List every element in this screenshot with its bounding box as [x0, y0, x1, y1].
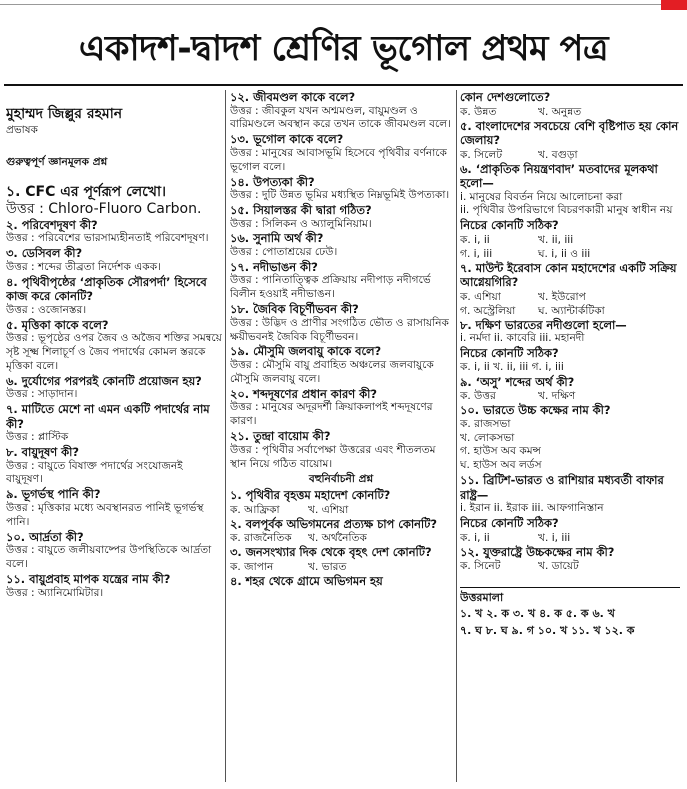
column-divider-2: [456, 90, 457, 782]
option: খ. এশিয়া: [308, 503, 349, 516]
option-row: [460, 233, 680, 247]
mcq-item: [460, 545, 680, 574]
qa-item: [230, 260, 452, 302]
option: ক. আফ্রিকা: [230, 503, 280, 516]
question: ১১. ব্রিটিশ-ভারত ও রাশিয়ার মধ্যবর্তী বাফার রাষ্ট্র—: [460, 473, 664, 502]
qa-item: [6, 374, 222, 402]
option-row: [460, 389, 680, 403]
question: ৮. দক্ষিণ ভারতের নদীগুলো হলো—: [460, 317, 627, 332]
answer: উত্তর : শব্দের তীব্রতা নির্দেশক একক।: [6, 260, 161, 273]
sub-question: নিচের কোনটি সঠিক?: [460, 346, 559, 361]
option: ক. সিলেট: [460, 148, 503, 161]
option-row: [230, 560, 452, 574]
answer: উত্তর : ভূপৃষ্ঠের ওপর জৈব ও অজৈব শক্তির সমন্বয়ে সৃষ্ট সূক্ষ্ম শিলাচূর্ণ ও জৈব পদার্থের কোমল স্তরকে মৃত্তিকা বলে।: [6, 332, 222, 372]
qa-item: [230, 429, 452, 471]
column-divider-1: [225, 90, 226, 782]
qa-item: [6, 184, 222, 218]
mcq-list-col3: [460, 119, 680, 574]
answer: উত্তর : মানুষের আবাসভূমি হিসেবে পৃথিবীর বর্ণনাকে ভূগোল বলে।: [230, 146, 447, 173]
qa-item: [6, 275, 222, 318]
mcq-continued: [460, 90, 680, 119]
statement: i. মানুষের বিবর্তন নিয়ে আলোচনা করা: [460, 190, 623, 203]
option: ঘ. i, ii ও iii: [538, 247, 591, 260]
question: ৮. বায়ুদূষণ কী?: [6, 445, 79, 460]
option-row: [460, 559, 680, 573]
red-corner-mark: [661, 0, 687, 10]
mcq-item: [230, 545, 452, 574]
mcq-item: [460, 403, 680, 473]
question: ১৪. উপত্যকা কী?: [230, 174, 315, 189]
question: ২. বলপূর্বক অভিগমনের প্রত্যক্ষ চাপ কোনটি?: [230, 516, 437, 531]
option: ক. সিনেট: [460, 560, 501, 573]
qa-item: [230, 132, 452, 174]
qa-item: [230, 344, 452, 386]
question: ১১. বায়ুপ্রবাহ মাপক যন্ত্রের নাম কী?: [6, 572, 171, 586]
option: ক. রাজনৈতিক: [230, 532, 292, 545]
statement: ঘ. হাউস অব লর্ডস: [460, 459, 542, 472]
option-row: [230, 531, 452, 545]
question: ৭. মাউন্ট ইরেবাস কোন মহাদেশের একটি সক্রিয় আগ্নেয়গিরি?: [460, 260, 677, 290]
qa-item: [6, 402, 222, 445]
author-name: মুহাম্মদ জিল্লুর রহমান: [6, 106, 123, 122]
mcq-item: [460, 473, 680, 544]
answer: উত্তর : অ্যানিমোমিটার।: [6, 586, 104, 599]
option: ক. উন্নত: [460, 105, 497, 118]
answer-key-line-2: ৭. ঘ ৮. ঘ ৯. গ ১০. খ ১১. খ ১২. ক: [460, 624, 635, 638]
mcq-item: [230, 488, 452, 517]
question: ১৫. সিয়ালস্তর কী দ্বারা গঠিত?: [230, 203, 372, 218]
question: ৯. ভূগর্ভস্থ পানি কী?: [6, 487, 101, 502]
answer: উত্তর : পানিতাত্ত্বিক প্রক্রিয়ায় নদীপাড় নদীগর্ভে বিলীন হওয়াই নদীভাঙন।: [230, 274, 431, 301]
answer: উত্তর : সিলিকন ও অ্যালুমিনিয়াম।: [230, 217, 372, 230]
answer: উত্তর : মৌসুমি বায়ু প্রবাহিত অঞ্চলের জলবায়ুকে মৌসুমি জলবায়ু বলে।: [230, 358, 434, 385]
question: ১৮. জৈবিক বিচূর্ণীভবন কী?: [230, 302, 359, 317]
question: ৬. ‘প্রাকৃতিক নিয়ন্ত্রণবাদ’ মতবাদের মূলকথা হলো—: [460, 161, 658, 190]
option-line: ক. i, ii খ. ii, iii গ. i, iii: [460, 360, 564, 373]
option: খ. দক্ষিণ: [538, 390, 576, 403]
option-row: [460, 105, 680, 119]
question: ১৬. সুনামি অর্থ কী?: [230, 231, 324, 246]
option-row: [460, 304, 680, 318]
qa-item: [6, 318, 222, 374]
qa-item: [230, 387, 452, 429]
qa-item: [230, 231, 452, 259]
question: ৫. মৃত্তিকা কাকে বলে?: [6, 317, 109, 332]
section-heading-short-questions: গুরুত্বপূর্ণ জ্ঞানমূলক প্রশ্ন: [6, 155, 108, 168]
option: ক. i, ii: [460, 531, 490, 544]
column-3: [460, 90, 680, 785]
question: ২১. তুন্দ্রা বায়োম কী?: [230, 429, 331, 444]
answer: উত্তর : পরিবেশের ভারসাম্যহীনতাই পরিবেশদূষণ।: [6, 232, 209, 245]
title-rule: [4, 84, 683, 86]
statement: i. নর্মদা ii. কাবেরি iii. মহানদী: [460, 332, 585, 345]
option: ঘ. অ্যান্টার্কটিকা: [538, 304, 605, 317]
option: খ. i, iii: [538, 531, 571, 544]
answer: উত্তর : বায়ুতে বিষাক্ত পদার্থের সংযোজনই বায়ুদূষণ।: [6, 459, 183, 486]
option: খ. ভারত: [308, 560, 347, 573]
option-row: [460, 531, 680, 545]
statement: ii. পৃথিবীর উপরিভাগে বিচরণকারী মানুষ স্বাধীন নয়: [460, 204, 673, 217]
statement: খ. লোকসভা: [460, 431, 515, 444]
sub-question: নিচের কোনটি সঠিক?: [460, 218, 559, 233]
option: খ. অনুন্নত: [538, 105, 582, 118]
question: ২. পরিবেশদূষণ কী?: [6, 217, 98, 232]
qa-item: [230, 175, 452, 203]
mcq-item: [460, 318, 680, 375]
question: ১২. যুক্তরাষ্ট্রে উচ্চকক্ষের নাম কী?: [460, 544, 615, 559]
option-row: [460, 247, 680, 261]
qa-item: [230, 203, 452, 231]
section-heading-mcq: বহুনির্বাচনী প্রশ্ন: [308, 473, 374, 486]
answer: উত্তর : মৃত্তিকার মধ্যে অবস্থানরত পানিই ভূগর্ভস্থ পানি।: [6, 501, 204, 528]
column-1: [6, 90, 222, 785]
mcq-item: [460, 119, 680, 162]
question: ১২. জীবমণ্ডল কাকে বলে?: [230, 90, 356, 104]
option: ক. এশিয়া: [460, 290, 501, 303]
question: ৫. বাংলাদেশের সবচেয়ে বেশি বৃষ্টিপাত হয় কোন জেলায়?: [460, 118, 679, 147]
mcq-item: [230, 574, 452, 589]
option: খ. অর্থনৈতিক: [308, 532, 367, 545]
question: ১০. ভারতে উচ্চ কক্ষের নাম কী?: [460, 403, 611, 418]
question: ১. CFC এর পূর্ণরূপ লেখো।: [6, 183, 167, 200]
option: গ. অস্ট্রেলিয়া: [460, 304, 516, 317]
option: ক. i, ii: [460, 233, 490, 246]
answer: উত্তর : প্লাস্টিক: [6, 431, 69, 444]
mcq-item: [230, 517, 452, 546]
option: খ. ইউরোপ: [538, 290, 586, 303]
qa-item: [6, 218, 222, 246]
question: ৯. ‘অসু’ শব্দের অর্থ কী?: [460, 374, 575, 389]
mcq-item: [460, 162, 680, 261]
qa-item: [6, 487, 222, 529]
top-rule: [0, 4, 687, 5]
qa-item: [6, 445, 222, 487]
question: ৩. ডেসিবল কী?: [6, 246, 83, 261]
answer: উত্তর : দুটি উন্নত ভূমির মধ্যস্থিত নিম্নভূমিই উপত্যকা।: [230, 189, 450, 202]
answer-key-heading: উত্তরমালা: [460, 587, 680, 605]
qa-item: [6, 530, 222, 572]
option: ক. উত্তর: [460, 390, 496, 403]
option: খ. ডায়েট: [538, 560, 579, 573]
question: ১৩. ভূগোল কাকে বলে?: [230, 132, 344, 147]
question-list-col2: [230, 90, 452, 471]
statement: i. ইরান ii. ইরাক iii. আফগানিস্তান: [460, 502, 604, 515]
option: খ. বগুড়া: [538, 148, 578, 161]
question: ৩. জনসংখ্যার দিক থেকে বৃহৎ দেশ কোনটি?: [230, 545, 432, 560]
answer: উত্তর : উদ্ভিদ ও প্রাণীর সংগঠিত ভৌত ও রাসায়নিক ক্ষয়ীভবনই জৈবিক বিচূর্ণীভবন।: [230, 316, 449, 343]
option: ক. জাপান: [230, 560, 274, 573]
answer: উত্তর : Chloro-Fluoro Carbon.: [6, 200, 202, 217]
option-row: [460, 148, 680, 162]
question: ৭. মাটিতে মেশে না এমন একটি পদার্থের নাম কী?: [6, 402, 210, 431]
answer: উত্তর : মানুষের অদূরদর্শী ক্রিয়াকলাপই শব্দদূষণের কারণ।: [230, 401, 433, 428]
question: ৬. দুর্যোগের পরপরই কোনটি প্রয়োজন হয়?: [6, 373, 202, 388]
answer-key-line-1: ১. খ ২. ক ৩. খ ৪. ক ৫. ক ৬. খ: [460, 607, 615, 621]
statement: ক. রাজসভা: [460, 417, 511, 430]
author-role: প্রভাষক: [6, 124, 38, 136]
answer: উত্তর : পোতাশ্রয়ের ঢেউ।: [230, 245, 338, 258]
answer: উত্তর : ওজোনস্তর।: [6, 303, 87, 316]
answer: উত্তর : বায়ুতে জলীয়বাষ্পের উপস্থিতিকে আর্দ্রতা বলে।: [6, 544, 212, 571]
mcq-list-col2: [230, 488, 452, 588]
question: ৪. পৃথিবীপৃষ্ঠের ‘প্রাকৃতিক সৌরপর্দা’ হিসেবে কাজ করে কোনটি?: [6, 274, 207, 304]
question: ১৭. নদীভাঙন কী?: [230, 259, 318, 274]
option: খ. ii, iii: [538, 233, 574, 246]
option: গ. i, iii: [460, 247, 493, 260]
question: ১. পৃথিবীর বৃহত্তম মহাদেশ কোনটি?: [230, 488, 391, 503]
column-2: [230, 90, 452, 785]
page-title: একাদশ-দ্বাদশ শ্রেণির ভূগোল প্রথম পত্র: [78, 29, 609, 69]
answer: উত্তর : জীবকুল যখন অশ্মমণ্ডল, বায়ুমণ্ডল ও বারিমণ্ডলে অবস্থান করে তখন তাকে জীবমণ্ডল বলে।: [230, 104, 451, 131]
qa-item: [6, 572, 222, 600]
answer: উত্তর : পৃথিবীর সর্বাপেক্ষা উত্তরের এবং শীতলতম স্থান নিয়ে গঠিত বায়োম।: [230, 443, 436, 470]
question: ১৯. মৌসুমি জলবায়ু কাকে বলে?: [230, 344, 382, 359]
question: ২০. শব্দদূষণের প্রধান কারণ কী?: [230, 386, 377, 401]
question: ১০. আর্দ্রতা কী?: [6, 529, 84, 544]
mcq-item: [460, 375, 680, 404]
statement: গ. হাউস অব কমন্স: [460, 445, 542, 458]
qa-item: [230, 90, 452, 132]
qa-item: [230, 302, 452, 344]
option-row: [230, 503, 452, 517]
question: কোন দেশগুলোতে?: [460, 90, 551, 104]
qa-item: [6, 246, 222, 274]
question-list-col1: [6, 184, 222, 601]
answer: উত্তর : সাড়াদান।: [6, 388, 78, 401]
sub-question: নিচের কোনটি সঠিক?: [460, 516, 559, 531]
option-row: [460, 290, 680, 304]
question: ৪. শহর থেকে গ্রামে অভিগমন হয়: [230, 573, 383, 588]
mcq-item: [460, 261, 680, 318]
